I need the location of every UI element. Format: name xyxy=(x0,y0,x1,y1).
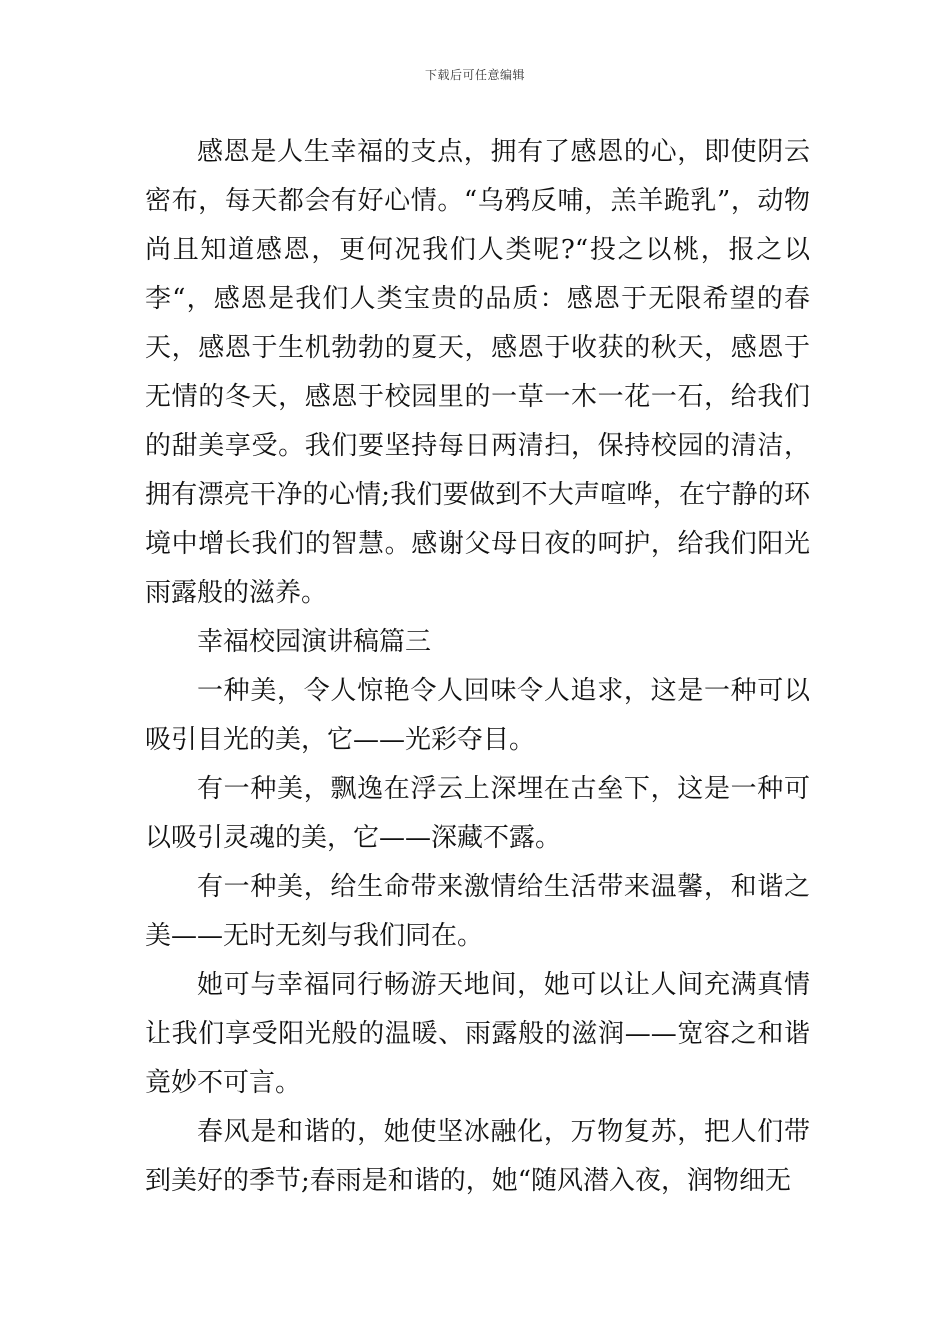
page-header-note: 下载后可任意编辑 xyxy=(424,68,525,82)
paragraph-beauty-1: 一种美，令人惊艳令人回味令人追求，这是一种可以吸引目光的美，它——光彩夺目。 xyxy=(145,676,810,755)
document-body xyxy=(145,128,810,1206)
paragraph-spring: 春风是和谐的，她使坚冰融化，万物复苏，把人们带到美好的季节;春雨是和谐的，她“随风潜入夜，润物细无 xyxy=(145,1117,810,1196)
section-heading: 幸福校园演讲稿篇三 xyxy=(197,627,432,657)
paragraph-beauty-2: 有一种美，飘逸在浮云上深埋在古垒下，这是一种可以吸引灵魂的美，它——深藏不露。 xyxy=(145,774,810,853)
paragraph-happiness: 她可与幸福同行畅游天地间，她可以让人间充满真情让我们享受阳光般的温暖、雨露般的滋润——宽容之和谐竟妙不可言。 xyxy=(145,970,810,1098)
paragraph-gratitude: 感恩是人生幸福的支点，拥有了感恩的心，即使阴云密布，每天都会有好心情。“乌鸦反哺，羔羊跪乳”，动物尚且知道感恩，更何况我们人类呢?“投之以桃，报之以李“，感恩是我们人类宝贵的品质：感恩于无限希望的春天，感恩于生机勃勃的夏天，感恩于收获的秋天，感恩于无情的冬天，感恩于校园里的一草一木一花一石，给我们的甜美享受。我们要坚持每日两清扫，保持校园的清洁，拥有漂亮干净的心情;我们要做到不大声喧哗，在宁静的环境中增长我们的智慧。感谢父母日夜的呵护，给我们阳光雨露般的滋养。 xyxy=(145,137,810,608)
paragraph-beauty-3: 有一种美，给生命带来激情给生活带来温馨，和谐之美——无时无刻与我们同在。 xyxy=(145,872,810,951)
